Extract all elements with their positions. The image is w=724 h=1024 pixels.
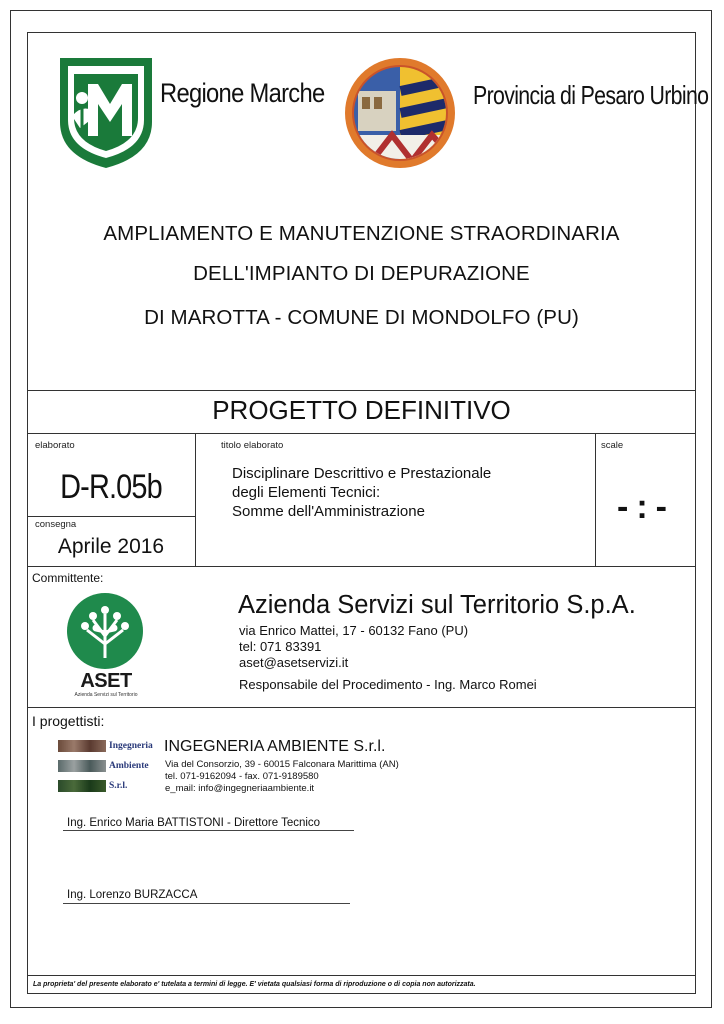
region-name: Regione Marche	[160, 78, 325, 108]
titolo-line-1: Disciplinare Descrittivo e Prestazionale	[232, 465, 492, 482]
client-phone: tel: 071 83391	[239, 639, 322, 654]
engineer-1: Ing. Enrico Maria BATTISTONI - Direttore Tecnico	[67, 817, 321, 829]
divider-phase-top	[27, 390, 696, 391]
scale-value: -:-	[617, 488, 675, 526]
firm-logo-word-2: Ambiente	[109, 761, 149, 771]
copyright-notice: La proprieta' del presente elaborato e' tutelata a termini di legge. E' vietata qualsiasi forma di riproduzione o di copia non autorizzata.	[33, 981, 476, 988]
client-address: via Enrico Mattei, 17 - 60132 Fano (PU)	[239, 623, 469, 638]
client-name: Azienda Servizi sul Territorio S.p.A.	[238, 591, 636, 619]
signature-line-1	[63, 830, 354, 831]
firm-email: e_mail: info@ingegneriaambiente.it	[165, 783, 315, 794]
firm-logo-image-1	[58, 740, 106, 752]
client-rup	[239, 677, 537, 692]
scale-label: scale	[601, 440, 624, 451]
regione-marche-logo-icon	[58, 56, 154, 170]
divider-info-bottom	[27, 566, 696, 567]
divider-consegna	[27, 516, 195, 517]
firm-logo-word-3: S.r.l.	[109, 781, 128, 791]
province-name: Provincia di Pesaro Urbino	[473, 80, 709, 110]
firm-logo-image-2	[58, 760, 106, 772]
elaborato-code: D-R.05b	[60, 468, 162, 506]
firm-phone: tel. 071-9162094 - fax. 071-9189580	[165, 771, 319, 782]
titolo-label: titolo elaborato	[221, 440, 284, 451]
firm-logo-image-3	[58, 780, 106, 792]
signature-line-2	[63, 903, 350, 904]
project-phase: PROGETTO DEFINITIVO	[212, 395, 511, 425]
aset-logo-subtext: Azienda Servizi sul Territorio	[74, 692, 138, 698]
aset-logo-text: ASET	[80, 670, 132, 692]
client-rup-prefix: Responsabile del Procedimento -	[239, 677, 435, 692]
divider-footer-top	[27, 975, 696, 976]
firm-name: INGEGNERIA AMBIENTE S.r.l.	[164, 738, 386, 755]
elaborato-label: elaborato	[35, 440, 75, 451]
provincia-seal-icon	[344, 57, 456, 169]
consegna-label: consegna	[35, 519, 77, 530]
project-title-line-1: AMPLIAMENTO E MANUTENZIONE STRAORDINARIA	[103, 222, 620, 245]
engineer-2: Ing. Lorenzo BURZACCA	[67, 889, 198, 901]
aset-logo-icon	[66, 592, 144, 670]
project-title-line-2: DELL'IMPIANTO DI DEPURAZIONE	[193, 262, 530, 285]
firm-address: Via del Consorzio, 39 - 60015 Falconara Marittima (AN)	[165, 759, 399, 770]
firm-logo-word-1: Ingegneria	[109, 741, 153, 751]
project-title-line-3: DI MAROTTA - COMUNE DI MONDOLFO (PU)	[144, 306, 579, 329]
divider-client-bottom	[27, 707, 696, 708]
titolo-line-2: degli Elementi Tecnici:	[232, 484, 381, 501]
designers-label: I progettisti:	[32, 713, 105, 729]
client-rup-name: Ing. Marco Romei	[434, 677, 537, 692]
titolo-line-3: Somme dell'Amministrazione	[232, 503, 425, 520]
client-email: aset@asetservizi.it	[239, 655, 349, 670]
divider-elaborato	[195, 433, 196, 566]
consegna-date: Aprile 2016	[57, 535, 165, 558]
client-label: Committente:	[32, 571, 104, 585]
